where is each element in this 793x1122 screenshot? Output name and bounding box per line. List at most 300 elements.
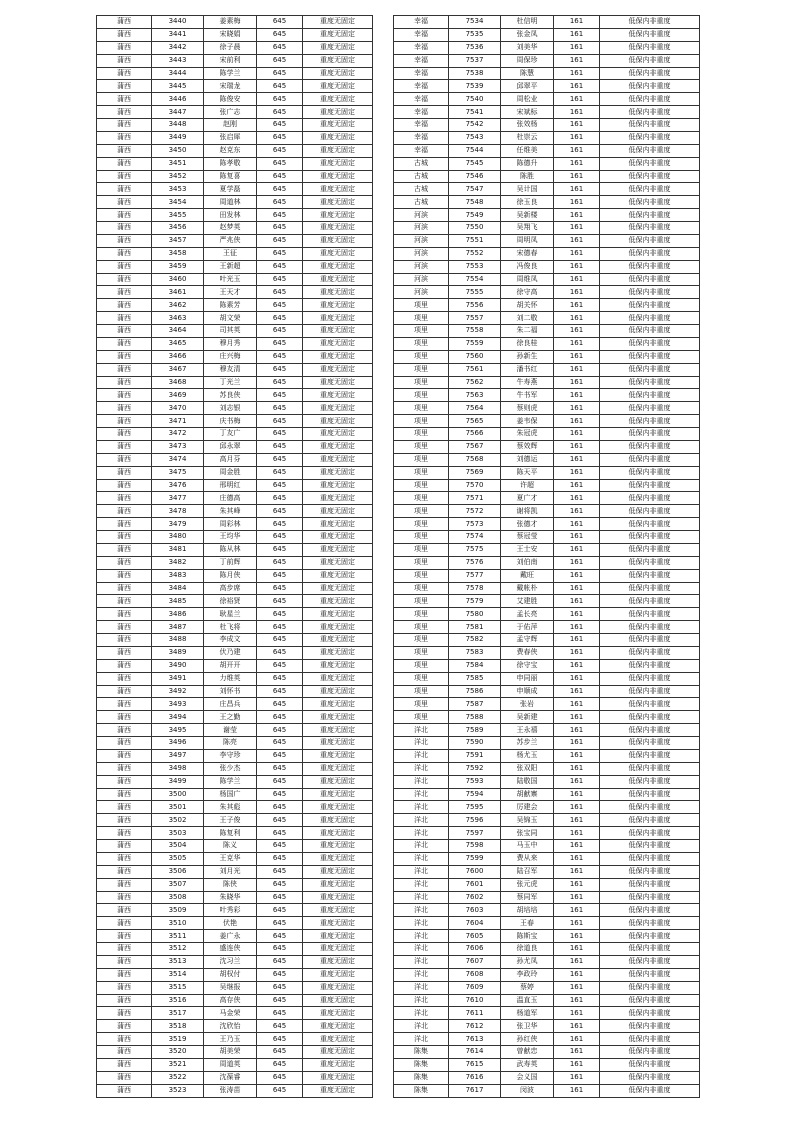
table-row <box>394 814 700 827</box>
table-row <box>97 183 373 196</box>
name-cell: 厉建会 <box>501 801 554 814</box>
table-row <box>394 1084 700 1097</box>
name-cell: 周松业 <box>501 93 554 106</box>
amount-cell: 161 <box>554 16 600 29</box>
category-cell: 低保内非重度 <box>600 157 700 170</box>
name-cell: 陈德升 <box>501 157 554 170</box>
amount-cell: 161 <box>554 196 600 209</box>
name-cell: 孙尤凤 <box>501 955 554 968</box>
amount-cell: 645 <box>257 505 303 518</box>
amount-cell: 645 <box>257 775 303 788</box>
category-cell: 重度无固定 <box>303 222 373 235</box>
table-row <box>97 968 373 981</box>
number-cell: 3519 <box>152 1033 204 1046</box>
amount-cell: 161 <box>554 479 600 492</box>
amount-cell: 645 <box>257 621 303 634</box>
town-cell: 洋北 <box>394 994 449 1007</box>
table-row <box>97 762 373 775</box>
amount-cell: 645 <box>257 891 303 904</box>
amount-cell: 161 <box>554 724 600 737</box>
name-cell: 陆召军 <box>501 865 554 878</box>
amount-cell: 161 <box>554 350 600 363</box>
table-row <box>97 492 373 505</box>
amount-cell: 161 <box>554 852 600 865</box>
town-cell: 蒲西 <box>97 930 152 943</box>
amount-cell: 161 <box>554 775 600 788</box>
number-cell: 7596 <box>449 814 501 827</box>
table-row <box>97 80 373 93</box>
amount-cell: 645 <box>257 672 303 685</box>
number-cell: 7572 <box>449 505 501 518</box>
town-cell: 蒲西 <box>97 659 152 672</box>
number-cell: 7607 <box>449 955 501 968</box>
number-cell: 7568 <box>449 453 501 466</box>
name-cell: 费春侠 <box>501 646 554 659</box>
table-row <box>97 904 373 917</box>
amount-cell: 645 <box>257 634 303 647</box>
number-cell: 7537 <box>449 54 501 67</box>
number-cell: 3479 <box>152 518 204 531</box>
table-row <box>394 363 700 376</box>
number-cell: 7616 <box>449 1071 501 1084</box>
number-cell: 3499 <box>152 775 204 788</box>
town-cell: 洋北 <box>394 840 449 853</box>
name-cell: 杜飞将 <box>204 621 257 634</box>
category-cell: 低保内非重度 <box>600 1084 700 1097</box>
table-row <box>97 54 373 67</box>
category-cell: 重度无固定 <box>303 749 373 762</box>
amount-cell: 645 <box>257 157 303 170</box>
category-cell: 低保内非重度 <box>600 80 700 93</box>
number-cell: 7587 <box>449 698 501 711</box>
number-cell: 7564 <box>449 402 501 415</box>
town-cell: 洋北 <box>394 724 449 737</box>
name-cell: 武寿英 <box>501 1058 554 1071</box>
town-cell: 洋北 <box>394 878 449 891</box>
category-cell: 低保内非重度 <box>600 994 700 1007</box>
number-cell: 3512 <box>152 943 204 956</box>
number-cell: 7543 <box>449 131 501 144</box>
amount-cell: 161 <box>554 209 600 222</box>
town-cell: 蒲西 <box>97 685 152 698</box>
category-cell: 重度无固定 <box>303 54 373 67</box>
amount-cell: 645 <box>257 1046 303 1059</box>
amount-cell: 645 <box>257 453 303 466</box>
town-cell: 蒲西 <box>97 749 152 762</box>
town-cell: 项里 <box>394 505 449 518</box>
table-row <box>394 698 700 711</box>
number-cell: 7594 <box>449 788 501 801</box>
category-cell: 低保内非重度 <box>600 775 700 788</box>
number-cell: 3454 <box>152 196 204 209</box>
table-row <box>394 273 700 286</box>
table-row <box>394 337 700 350</box>
number-cell: 7573 <box>449 518 501 531</box>
table-row <box>97 865 373 878</box>
table-row <box>394 582 700 595</box>
category-cell: 低保内非重度 <box>600 415 700 428</box>
number-cell: 3444 <box>152 67 204 80</box>
town-cell: 项里 <box>394 376 449 389</box>
name-cell: 徐子晨 <box>204 41 257 54</box>
number-cell: 7597 <box>449 827 501 840</box>
category-cell: 重度无固定 <box>303 865 373 878</box>
town-cell: 蒲西 <box>97 917 152 930</box>
category-cell: 低保内非重度 <box>600 93 700 106</box>
town-cell: 项里 <box>394 350 449 363</box>
amount-cell: 161 <box>554 1058 600 1071</box>
roster-table-right-body <box>394 16 700 1098</box>
amount-cell: 161 <box>554 260 600 273</box>
table-row <box>97 582 373 595</box>
amount-cell: 161 <box>554 1084 600 1097</box>
table-row <box>97 389 373 402</box>
amount-cell: 161 <box>554 144 600 157</box>
town-cell: 蒲西 <box>97 801 152 814</box>
table-row <box>394 131 700 144</box>
number-cell: 7605 <box>449 930 501 943</box>
town-cell: 蒲西 <box>97 273 152 286</box>
number-cell: 3503 <box>152 827 204 840</box>
town-cell: 陈集 <box>394 1071 449 1084</box>
table-row <box>97 1007 373 1020</box>
name-cell: 赵克东 <box>204 144 257 157</box>
name-cell: 李政玲 <box>501 968 554 981</box>
table-row <box>394 415 700 428</box>
town-cell: 蒲西 <box>97 209 152 222</box>
table-row <box>394 891 700 904</box>
category-cell: 重度无固定 <box>303 724 373 737</box>
amount-cell: 161 <box>554 428 600 441</box>
town-cell: 洋北 <box>394 762 449 775</box>
name-cell: 陈胜 <box>501 170 554 183</box>
number-cell: 7611 <box>449 1007 501 1020</box>
amount-cell: 645 <box>257 209 303 222</box>
town-cell: 蒲西 <box>97 312 152 325</box>
amount-cell: 645 <box>257 415 303 428</box>
number-cell: 3476 <box>152 479 204 492</box>
category-cell: 低保内非重度 <box>600 878 700 891</box>
name-cell: 刘伯南 <box>501 556 554 569</box>
number-cell: 7552 <box>449 247 501 260</box>
number-cell: 3484 <box>152 582 204 595</box>
town-cell: 幸福 <box>394 93 449 106</box>
amount-cell: 645 <box>257 28 303 41</box>
category-cell: 重度无固定 <box>303 788 373 801</box>
category-cell: 重度无固定 <box>303 389 373 402</box>
number-cell: 7549 <box>449 209 501 222</box>
category-cell: 重度无固定 <box>303 1020 373 1033</box>
amount-cell: 645 <box>257 814 303 827</box>
table-row <box>97 672 373 685</box>
number-cell: 3510 <box>152 917 204 930</box>
table-row <box>97 440 373 453</box>
amount-cell: 161 <box>554 749 600 762</box>
town-cell: 蒲西 <box>97 1058 152 1071</box>
category-cell: 低保内非重度 <box>600 1007 700 1020</box>
table-row <box>394 1071 700 1084</box>
category-cell: 低保内非重度 <box>600 119 700 132</box>
amount-cell: 161 <box>554 286 600 299</box>
number-cell: 7571 <box>449 492 501 505</box>
amount-cell: 645 <box>257 312 303 325</box>
category-cell: 低保内非重度 <box>600 1058 700 1071</box>
category-cell: 重度无固定 <box>303 440 373 453</box>
name-cell: 穆友清 <box>204 363 257 376</box>
town-cell: 蒲西 <box>97 762 152 775</box>
table-row <box>97 724 373 737</box>
name-cell: 陈慧 <box>501 67 554 80</box>
table-row <box>97 106 373 119</box>
amount-cell: 161 <box>554 273 600 286</box>
table-row <box>97 801 373 814</box>
town-cell: 古城 <box>394 196 449 209</box>
table-row <box>394 453 700 466</box>
table-row <box>394 788 700 801</box>
amount-cell: 645 <box>257 106 303 119</box>
category-cell: 低保内非重度 <box>600 737 700 750</box>
amount-cell: 645 <box>257 1071 303 1084</box>
name-cell: 徐良桂 <box>501 337 554 350</box>
name-cell: 宋瑞龙 <box>204 80 257 93</box>
number-cell: 3495 <box>152 724 204 737</box>
amount-cell: 645 <box>257 917 303 930</box>
town-cell: 蒲西 <box>97 904 152 917</box>
table-row <box>394 659 700 672</box>
category-cell: 低保内非重度 <box>600 762 700 775</box>
amount-cell: 161 <box>554 234 600 247</box>
amount-cell: 645 <box>257 363 303 376</box>
amount-cell: 161 <box>554 299 600 312</box>
category-cell: 重度无固定 <box>303 981 373 994</box>
town-cell: 河滨 <box>394 234 449 247</box>
table-row <box>394 1046 700 1059</box>
category-cell: 重度无固定 <box>303 917 373 930</box>
name-cell: 吴锦玉 <box>501 814 554 827</box>
name-cell: 朱冠虎 <box>501 428 554 441</box>
category-cell: 低保内非重度 <box>600 312 700 325</box>
table-row <box>394 183 700 196</box>
name-cell: 张涛苗 <box>204 1084 257 1097</box>
category-cell: 重度无固定 <box>303 852 373 865</box>
number-cell: 3504 <box>152 840 204 853</box>
town-cell: 蒲西 <box>97 582 152 595</box>
town-cell: 洋北 <box>394 737 449 750</box>
category-cell: 低保内非重度 <box>600 428 700 441</box>
name-cell: 姜素梅 <box>204 16 257 29</box>
town-cell: 蒲西 <box>97 80 152 93</box>
number-cell: 7534 <box>449 16 501 29</box>
amount-cell: 161 <box>554 170 600 183</box>
category-cell: 低保内非重度 <box>600 209 700 222</box>
amount-cell: 645 <box>257 827 303 840</box>
name-cell: 庄德高 <box>204 492 257 505</box>
table-row <box>97 325 373 338</box>
roster-table-right <box>393 15 700 1098</box>
table-row <box>394 1058 700 1071</box>
category-cell: 重度无固定 <box>303 556 373 569</box>
category-cell: 低保内非重度 <box>600 711 700 724</box>
category-cell: 重度无固定 <box>303 93 373 106</box>
number-cell: 7577 <box>449 569 501 582</box>
category-cell: 重度无固定 <box>303 827 373 840</box>
town-cell: 蒲西 <box>97 981 152 994</box>
town-cell: 蒲西 <box>97 234 152 247</box>
town-cell: 蒲西 <box>97 350 152 363</box>
table-row <box>394 737 700 750</box>
name-cell: 杜崇云 <box>501 131 554 144</box>
amount-cell: 161 <box>554 1046 600 1059</box>
table-row <box>97 505 373 518</box>
number-cell: 7547 <box>449 183 501 196</box>
name-cell: 胡权付 <box>204 968 257 981</box>
table-row <box>97 1033 373 1046</box>
amount-cell: 645 <box>257 234 303 247</box>
amount-cell: 645 <box>257 762 303 775</box>
town-cell: 陈集 <box>394 1084 449 1097</box>
category-cell: 重度无固定 <box>303 943 373 956</box>
town-cell: 蒲西 <box>97 119 152 132</box>
town-cell: 项里 <box>394 543 449 556</box>
name-cell: 费从来 <box>501 852 554 865</box>
table-row <box>97 170 373 183</box>
category-cell: 低保内非重度 <box>600 1033 700 1046</box>
amount-cell: 645 <box>257 325 303 338</box>
town-cell: 项里 <box>394 428 449 441</box>
name-cell: 陈学兰 <box>204 775 257 788</box>
name-cell: 杨尤玉 <box>501 749 554 762</box>
amount-cell: 645 <box>257 428 303 441</box>
category-cell: 重度无固定 <box>303 492 373 505</box>
amount-cell: 161 <box>554 762 600 775</box>
amount-cell: 645 <box>257 80 303 93</box>
category-cell: 低保内非重度 <box>600 260 700 273</box>
number-cell: 7567 <box>449 440 501 453</box>
name-cell: 宋德春 <box>501 247 554 260</box>
category-cell: 低保内非重度 <box>600 466 700 479</box>
category-cell: 低保内非重度 <box>600 183 700 196</box>
town-cell: 项里 <box>394 518 449 531</box>
category-cell: 重度无固定 <box>303 170 373 183</box>
amount-cell: 645 <box>257 569 303 582</box>
table-row <box>394 209 700 222</box>
number-cell: 3480 <box>152 531 204 544</box>
table-row <box>394 234 700 247</box>
name-cell: 张卫华 <box>501 1020 554 1033</box>
number-cell: 7609 <box>449 981 501 994</box>
name-cell: 叶光玉 <box>204 273 257 286</box>
name-cell: 陈亮 <box>204 737 257 750</box>
amount-cell: 161 <box>554 840 600 853</box>
amount-cell: 161 <box>554 376 600 389</box>
category-cell: 重度无固定 <box>303 840 373 853</box>
number-cell: 7595 <box>449 801 501 814</box>
name-cell: 王子俊 <box>204 814 257 827</box>
table-row <box>394 119 700 132</box>
number-cell: 3523 <box>152 1084 204 1097</box>
table-row <box>394 762 700 775</box>
name-cell: 张效杨 <box>501 119 554 132</box>
name-cell: 牛寿燕 <box>501 376 554 389</box>
amount-cell: 645 <box>257 737 303 750</box>
town-cell: 幸福 <box>394 119 449 132</box>
name-cell: 王征 <box>204 247 257 260</box>
table-row <box>97 827 373 840</box>
name-cell: 会义国 <box>501 1071 554 1084</box>
amount-cell: 161 <box>554 569 600 582</box>
town-cell: 蒲西 <box>97 1020 152 1033</box>
amount-cell: 161 <box>554 325 600 338</box>
table-row <box>97 930 373 943</box>
number-cell: 7542 <box>449 119 501 132</box>
name-cell: 潘书红 <box>501 363 554 376</box>
amount-cell: 645 <box>257 608 303 621</box>
category-cell: 低保内非重度 <box>600 968 700 981</box>
number-cell: 7585 <box>449 672 501 685</box>
amount-cell: 645 <box>257 659 303 672</box>
number-cell: 3483 <box>152 569 204 582</box>
table-row <box>394 865 700 878</box>
number-cell: 3507 <box>152 878 204 891</box>
table-row <box>394 1020 700 1033</box>
number-cell: 7599 <box>449 852 501 865</box>
number-cell: 3475 <box>152 466 204 479</box>
table-row <box>394 543 700 556</box>
name-cell: 陈月侠 <box>204 569 257 582</box>
name-cell: 陈孝敬 <box>204 157 257 170</box>
table-row <box>97 814 373 827</box>
town-cell: 幸福 <box>394 67 449 80</box>
category-cell: 重度无固定 <box>303 428 373 441</box>
category-cell: 重度无固定 <box>303 737 373 750</box>
category-cell: 低保内非重度 <box>600 904 700 917</box>
category-cell: 重度无固定 <box>303 814 373 827</box>
table-row <box>97 659 373 672</box>
number-cell: 3515 <box>152 981 204 994</box>
name-cell: 胡关怀 <box>501 299 554 312</box>
number-cell: 3511 <box>152 930 204 943</box>
number-cell: 3491 <box>152 672 204 685</box>
name-cell: 陆敬国 <box>501 775 554 788</box>
category-cell: 重度无固定 <box>303 930 373 943</box>
table-row <box>394 170 700 183</box>
number-cell: 3522 <box>152 1071 204 1084</box>
amount-cell: 645 <box>257 402 303 415</box>
number-cell: 3497 <box>152 749 204 762</box>
category-cell: 低保内非重度 <box>600 646 700 659</box>
number-cell: 3443 <box>152 54 204 67</box>
town-cell: 蒲西 <box>97 415 152 428</box>
town-cell: 蒲西 <box>97 170 152 183</box>
number-cell: 7592 <box>449 762 501 775</box>
table-row <box>394 106 700 119</box>
category-cell: 低保内非重度 <box>600 814 700 827</box>
category-cell: 低保内非重度 <box>600 621 700 634</box>
amount-cell: 161 <box>554 595 600 608</box>
category-cell: 低保内非重度 <box>600 1020 700 1033</box>
table-row <box>97 363 373 376</box>
town-cell: 项里 <box>394 312 449 325</box>
category-cell: 低保内非重度 <box>600 479 700 492</box>
number-cell: 7565 <box>449 415 501 428</box>
number-cell: 7554 <box>449 273 501 286</box>
amount-cell: 645 <box>257 54 303 67</box>
category-cell: 低保内非重度 <box>600 144 700 157</box>
category-cell: 重度无固定 <box>303 1033 373 1046</box>
name-cell: 赵梦英 <box>204 222 257 235</box>
number-cell: 3465 <box>152 337 204 350</box>
category-cell: 低保内非重度 <box>600 724 700 737</box>
